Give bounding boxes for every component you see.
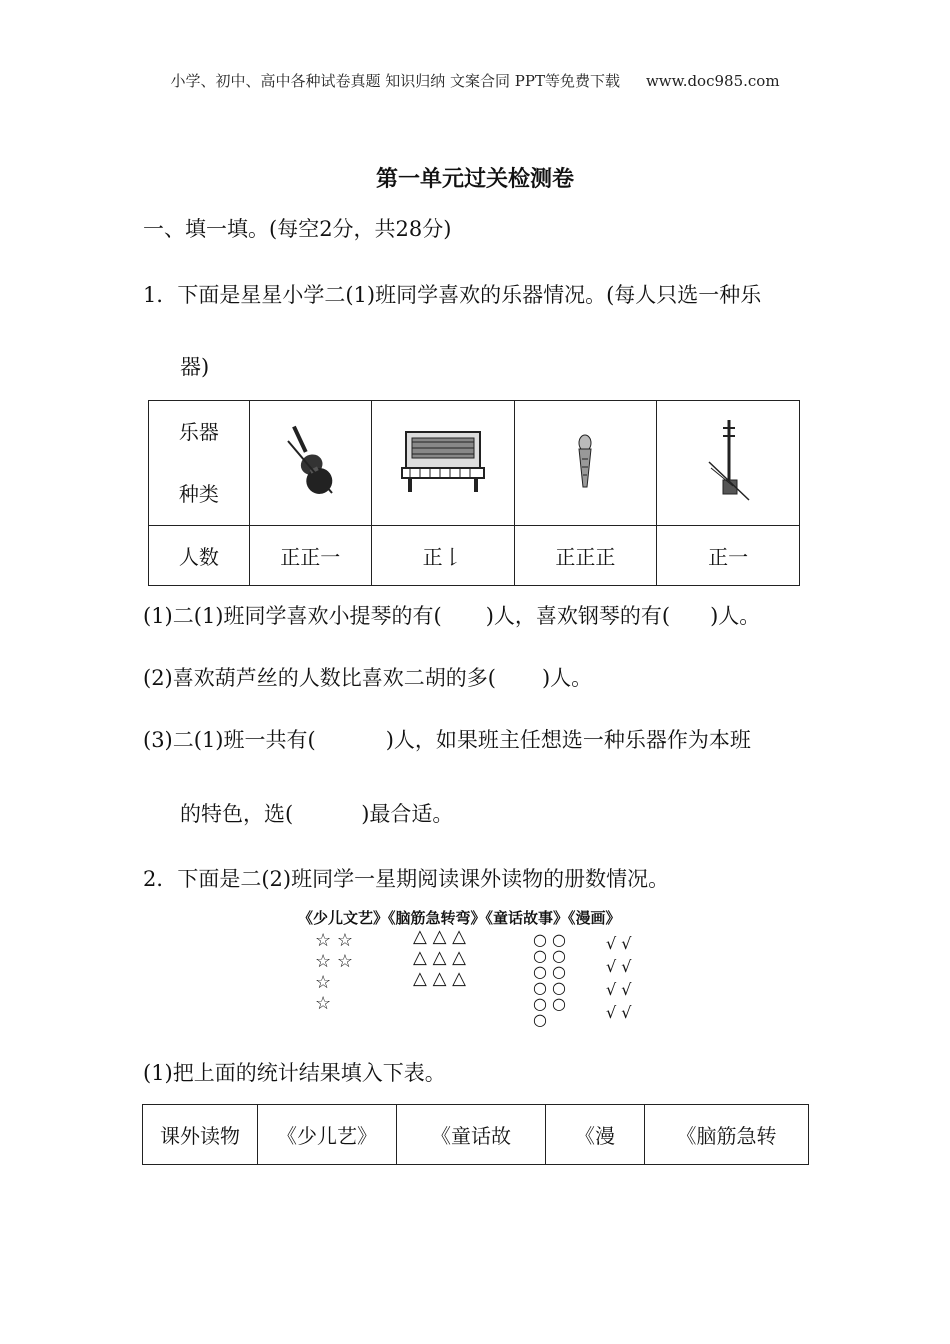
- piano-icon: [400, 428, 486, 494]
- header-url: www.doc985.com: [645, 72, 780, 90]
- star-row: ☆: [315, 972, 332, 993]
- tally-piano: 正𠄌: [371, 526, 514, 586]
- page-header: [0, 70, 950, 91]
- page-title: 第一单元过关检测卷: [375, 167, 574, 192]
- violin-cell: [249, 401, 371, 526]
- triangle-row: △ △ △: [413, 968, 466, 989]
- sub3-text-b: )人，如果班主任想选一种乐器作为本班: [385, 728, 751, 752]
- star-row: ☆: [315, 993, 332, 1014]
- circle-row: ○ ○: [533, 994, 567, 1013]
- question-1-text: 1．下面是星星小学二(1)班同学喜欢的乐器情况。(每人只选一种乐: [143, 283, 762, 307]
- header-cell-tonghua: 《童话故: [397, 1105, 546, 1165]
- header-cell-reading: 课外读物: [143, 1105, 258, 1165]
- books-header: 《少儿文艺》《脑筋急转弯》《童话故事》《漫画》: [298, 909, 621, 927]
- label-count: 人数: [149, 526, 250, 586]
- erhu-icon: [703, 418, 753, 504]
- triangles-column: [413, 926, 466, 989]
- erhu-cell: [657, 401, 800, 526]
- sub3-line2-text-b: )最合适。: [361, 802, 454, 826]
- sub-question-1: [143, 600, 760, 630]
- header-cell-shaoer: 《少儿艺》: [258, 1105, 397, 1165]
- tally-erhu: 正一: [657, 526, 800, 586]
- circle-row: ○: [533, 1010, 547, 1029]
- label-instrument: 乐器: [178, 420, 219, 444]
- label-cell: [149, 401, 250, 526]
- star-row: ☆ ☆: [315, 951, 353, 972]
- sub-question-3-cont: [180, 798, 453, 828]
- check-row: √ √: [606, 957, 632, 976]
- check-row: √ √: [606, 934, 632, 953]
- sub2-text-b: )人。: [541, 666, 593, 690]
- question-1-text-cont: 器): [180, 355, 210, 379]
- q2-sub-question-1: (1)把上面的统计结果填入下表。: [143, 1061, 446, 1085]
- header-text: 小学、初中、高中各种试卷真题 知识归纳 文案合同 PPT等免费下载: [170, 72, 620, 90]
- triangle-row: △ △ △: [413, 947, 466, 968]
- violin-icon: [280, 421, 340, 501]
- sub1-text-c: )人。: [710, 604, 761, 628]
- sub3-text-a: (3)二(1)班一共有(: [143, 728, 316, 752]
- circle-row: ○ ○: [533, 930, 567, 949]
- sub1-text-a: (1)二(1)班同学喜欢小提琴的有(: [143, 604, 442, 628]
- star-row: ☆ ☆: [315, 930, 353, 951]
- check-row: √ √: [606, 1003, 632, 1022]
- hulusi-icon: [573, 431, 597, 491]
- circle-row: ○ ○: [533, 946, 567, 965]
- header-cell-naojin: 《脑筋急转: [645, 1105, 809, 1165]
- tally-violin: 正正一: [249, 526, 371, 586]
- sub1-text-b: )人，喜欢钢琴的有(: [485, 604, 671, 628]
- label-type: 种类: [178, 482, 219, 506]
- tally-hulusi: 正正正: [514, 526, 657, 586]
- circle-row: ○ ○: [533, 962, 567, 981]
- checks-column: [606, 932, 631, 1024]
- sub3-line2-text-a: 的特色，选(: [180, 802, 294, 826]
- sub-question-2: [143, 662, 592, 692]
- piano-cell: [371, 401, 514, 526]
- instrument-table: [148, 400, 800, 586]
- circle-row: ○ ○: [533, 978, 567, 997]
- circles-column: [533, 932, 566, 1028]
- check-row: √ √: [606, 980, 632, 999]
- reading-table: [142, 1104, 809, 1165]
- hulusi-cell: [514, 401, 657, 526]
- section-heading: 一、填一填。(每空2分，共28分): [143, 217, 452, 241]
- question-2-text: 2．下面是二(2)班同学一星期阅读课外读物的册数情况。: [143, 867, 670, 891]
- header-cell-manhua: 《漫: [546, 1105, 645, 1165]
- stars-column: [315, 930, 353, 1014]
- sub2-text-a: (2)喜欢葫芦丝的人数比喜欢二胡的多(: [143, 666, 496, 690]
- sub-question-3: [143, 724, 751, 754]
- triangle-row: △ △ △: [413, 926, 466, 947]
